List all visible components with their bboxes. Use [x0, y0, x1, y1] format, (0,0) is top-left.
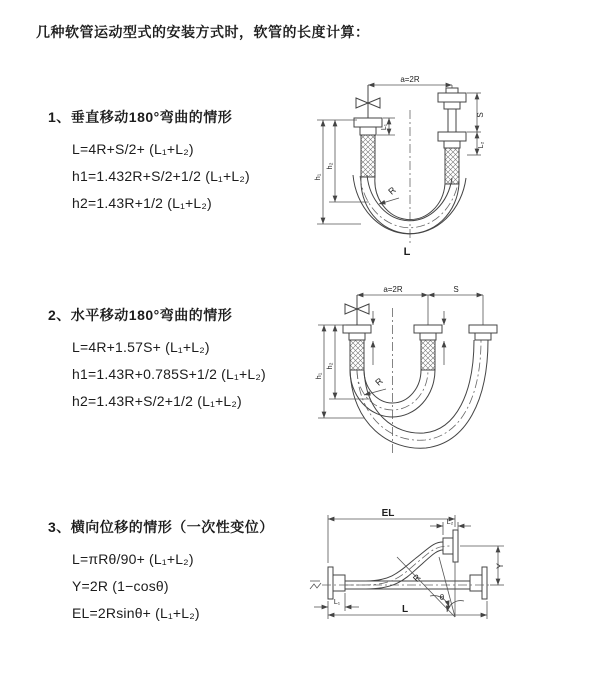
- radius-label-text: R: [386, 184, 398, 197]
- right-fitting: [469, 325, 497, 340]
- braided-hose: [421, 340, 435, 370]
- diagram-2-canvas: [298, 283, 553, 463]
- right-fitting: [438, 88, 466, 184]
- diagram-3-canvas: [300, 503, 595, 648]
- dim-l2: [430, 519, 471, 535]
- dim-el: [328, 508, 455, 563]
- dim-label-h1: h₁: [313, 173, 322, 181]
- dim-label-h2: h₂: [325, 162, 334, 170]
- dim-label-y: Y: [495, 562, 505, 570]
- section-1-heading: 1、垂直移动180°弯曲的情形: [48, 109, 233, 125]
- diagram-1-canvas: [303, 72, 548, 262]
- radius-label-text: R: [410, 572, 423, 584]
- formula-line: h1=1.432R+S/2+1/2 (L₁+L₂): [72, 168, 250, 184]
- right-lower-flange: [470, 567, 487, 599]
- braided-hose: [350, 340, 364, 370]
- dim-label-h2: h₂: [325, 362, 334, 370]
- dim-label-s: S: [476, 112, 485, 118]
- left-fitting: [343, 325, 371, 370]
- diagram-horizontal-180: [298, 283, 553, 463]
- valve-icon: [345, 295, 369, 325]
- dim-label-l: L: [401, 604, 409, 615]
- dim-label-l1: L₁: [381, 123, 388, 131]
- formula-line: L=4R+1.57S+ (L₁+L₂): [72, 339, 210, 355]
- dim-a2r: [368, 75, 452, 90]
- section-2: [48, 305, 266, 415]
- formula-line: EL=2Rsinθ+ (L₁+L₂): [72, 605, 200, 621]
- formula-line: Y=2R (1−cosθ): [72, 578, 169, 594]
- diagram-lateral-displacement: [300, 503, 595, 648]
- hose-ubend: [350, 340, 488, 448]
- section-3: [48, 517, 274, 627]
- dim-label-el: EL: [381, 508, 395, 519]
- middle-fitting: [414, 325, 442, 370]
- dim-label-a2r: a=2R: [383, 285, 403, 294]
- dim-s: [467, 93, 485, 132]
- s-curve-hose: [345, 542, 450, 589]
- dim-label-l2: L₂: [446, 519, 454, 526]
- upper-flange: [443, 530, 458, 562]
- centerline-break-mark: [310, 581, 321, 589]
- page-title: 几种软管运动型式的安装方式时，软管的长度计算：: [36, 24, 370, 40]
- dim-label-s: S: [453, 285, 459, 294]
- dim-label-a2r: a=2R: [400, 75, 420, 84]
- section-1: [48, 107, 250, 217]
- dim-label-l2: L₂: [478, 141, 485, 149]
- formula-line: h2=1.43R+S/2+1/2 (L₁+L₂): [72, 393, 242, 409]
- formula-line: L=4R+S/2+ (L₁+L₂): [72, 141, 194, 157]
- dim-label-h1: h₁: [314, 372, 323, 380]
- formula-line: L=πRθ/90+ (L₁+L₂): [72, 551, 194, 567]
- dim-l1: [314, 593, 359, 611]
- section-2-heading: 2、水平移动180°弯曲的情形: [48, 307, 233, 323]
- diagram-vertical-180: [303, 72, 548, 262]
- length-label: L: [403, 246, 411, 258]
- braided-hose: [361, 135, 375, 177]
- valve-icon: [356, 85, 380, 118]
- dim-s: [428, 285, 483, 325]
- radius-label: [379, 185, 399, 204]
- left-flange: [328, 567, 345, 599]
- dim-label-l1: L₁: [333, 599, 341, 606]
- left-fitting: [354, 118, 382, 177]
- formula-line: h2=1.43R+1/2 (L₁+L₂): [72, 195, 212, 211]
- dim-h1: [313, 120, 361, 224]
- section-3-heading: 3、横向位移的情形（一次性变位）: [48, 519, 274, 535]
- radius-label-text: R: [373, 375, 385, 388]
- theta-label-text: θ: [439, 593, 445, 602]
- formula-line: h1=1.43R+0.785S+1/2 (L₁+L₂): [72, 366, 266, 382]
- dim-l: [328, 601, 487, 619]
- dim-l2: [467, 132, 485, 155]
